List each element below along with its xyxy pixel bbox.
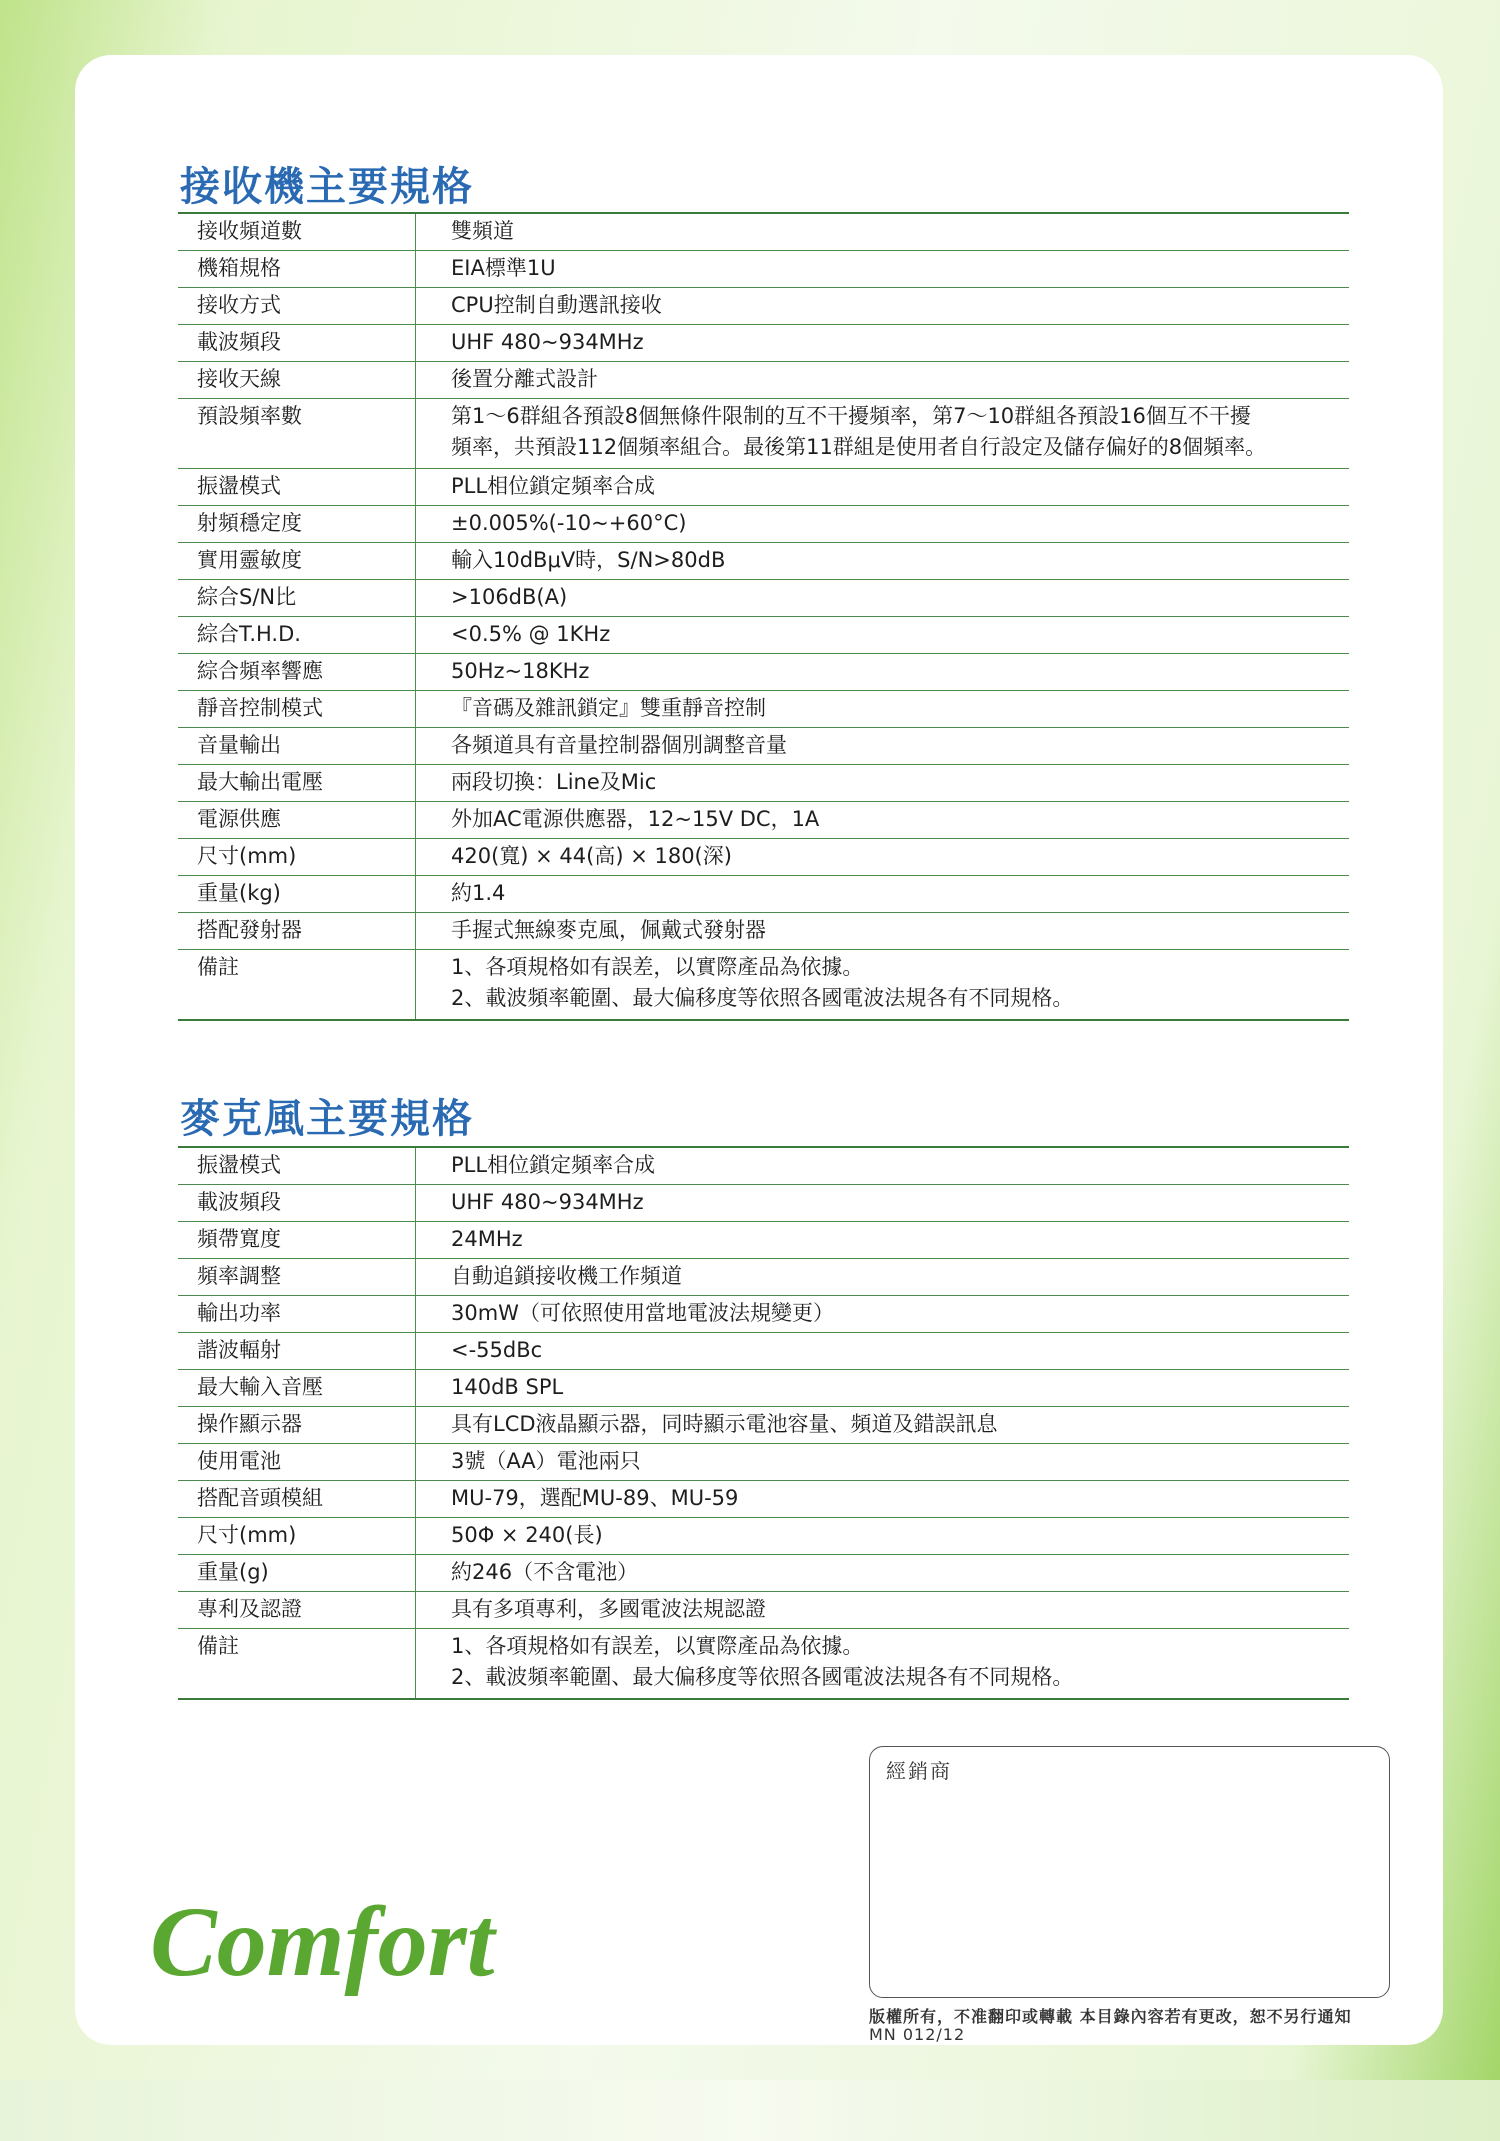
spec-row bbox=[178, 1629, 1349, 1700]
spec-label: 重量(kg) bbox=[178, 876, 416, 913]
spec-row bbox=[178, 1555, 1349, 1592]
spec-label: 接收方式 bbox=[178, 288, 416, 325]
spec-row bbox=[178, 251, 1349, 288]
spec-row bbox=[178, 325, 1349, 362]
dealer-box bbox=[869, 1746, 1390, 1998]
spec-row bbox=[178, 1296, 1349, 1333]
spec-label: 尺寸(mm) bbox=[178, 1518, 416, 1555]
spec-value: 『音碼及雜訊鎖定』雙重靜音控制 bbox=[416, 691, 1350, 728]
comfort-logo bbox=[150, 1880, 590, 2000]
spec-label: 接收頻道數 bbox=[178, 213, 416, 251]
spec-value: PLL相位鎖定頻率合成 bbox=[416, 469, 1350, 506]
spec-value: 各頻道具有音量控制器個別調整音量 bbox=[416, 728, 1350, 765]
spec-row bbox=[178, 950, 1349, 1021]
spec-value: 30mW（可依照使用當地電波法規變更） bbox=[416, 1296, 1350, 1333]
spec-row bbox=[178, 839, 1349, 876]
spec-value: 420(寬) × 44(高) × 180(深) bbox=[416, 839, 1350, 876]
spec-value: 140dB SPL bbox=[416, 1370, 1350, 1407]
spec-row bbox=[178, 728, 1349, 765]
spec-value: PLL相位鎖定頻率合成 bbox=[451, 1153, 656, 1177]
spec-label: 音量輸出 bbox=[178, 728, 416, 765]
spec-row bbox=[178, 802, 1349, 839]
copyright-notice: 版權所有，不准翻印或轉載 本目錄內容若有更改，恕不另行通知 bbox=[869, 2007, 1352, 2026]
spec-value: 1、各項規格如有誤差，以實際產品為依據。 2、載波頻率範圍、最大偏移度等依照各國電波法規各有不同規格。 bbox=[416, 1629, 1350, 1700]
spec-label: 機箱規格 bbox=[178, 251, 416, 288]
spec-row bbox=[178, 1333, 1349, 1370]
receiver-specs-table bbox=[178, 212, 1349, 1021]
spec-label: 頻率調整 bbox=[178, 1259, 416, 1296]
spec-value: 約246（不含電池） bbox=[416, 1555, 1350, 1592]
spec-label: 載波頻段 bbox=[178, 1185, 416, 1222]
spec-value: UHF 480~934MHz bbox=[416, 1185, 1350, 1222]
spec-row bbox=[178, 213, 1349, 251]
spec-label: 尺寸(mm) bbox=[178, 839, 416, 876]
spec-row bbox=[178, 876, 1349, 913]
spec-row bbox=[178, 1481, 1349, 1518]
spec-row bbox=[178, 691, 1349, 728]
spec-row bbox=[178, 617, 1349, 654]
spec-label: 綜合頻率響應 bbox=[178, 654, 416, 691]
spec-value: 具有LCD液晶顯示器，同時顯示電池容量、頻道及錯誤訊息 bbox=[416, 1407, 1350, 1444]
spec-label: 實用靈敏度 bbox=[178, 543, 416, 580]
spec-row bbox=[178, 399, 1349, 469]
microphone-specs-title: 麥克風主要規格 bbox=[180, 1096, 474, 1142]
spec-row bbox=[178, 506, 1349, 543]
spec-row bbox=[178, 580, 1349, 617]
microphone-specs-table bbox=[178, 1146, 1349, 1700]
spec-row bbox=[178, 654, 1349, 691]
spec-value: 1、各項規格如有誤差，以實際產品為依據。 2、載波頻率範圍、最大偏移度等依照各國電波法規各有不同規格。 bbox=[416, 950, 1350, 1021]
spec-value: CPU控制自動選訊接收 bbox=[416, 288, 1350, 325]
spec-value: 輸入10dBμV時，S/N>80dB bbox=[416, 543, 1350, 580]
spec-value: 50Hz~18KHz bbox=[416, 654, 1350, 691]
spec-value: 約1.4 bbox=[416, 876, 1350, 913]
spec-value: <0.5% @ 1KHz bbox=[416, 617, 1350, 654]
spec-value: 手握式無線麥克風，佩戴式發射器 bbox=[416, 913, 1350, 950]
spec-label: 靜音控制模式 bbox=[178, 691, 416, 728]
spec-row bbox=[178, 1370, 1349, 1407]
spec-label: 專利及認證 bbox=[178, 1592, 416, 1629]
spec-value: MU-79，選配MU-89、MU-59 bbox=[416, 1481, 1350, 1518]
spec-value: UHF 480~934MHz bbox=[416, 325, 1350, 362]
dealer-label: 經銷商 bbox=[886, 1759, 952, 1783]
spec-label: 搭配發射器 bbox=[178, 913, 416, 950]
spec-value: 兩段切換：Line及Mic bbox=[416, 765, 1350, 802]
spec-label: 輸出功率 bbox=[178, 1296, 416, 1333]
spec-value: 3號（AA）電池兩只 bbox=[416, 1444, 1350, 1481]
bottom-band bbox=[0, 2080, 1500, 2141]
spec-row bbox=[178, 543, 1349, 580]
logo-text: Comfort bbox=[150, 1886, 495, 1997]
model-code: MN 012/12 bbox=[869, 2025, 966, 2044]
spec-value: 外加AC電源供應器，12~15V DC，1A bbox=[416, 802, 1350, 839]
spec-row bbox=[178, 765, 1349, 802]
spec-row bbox=[178, 1147, 1349, 1185]
spec-row bbox=[178, 362, 1349, 399]
spec-value: >106dB(A) bbox=[416, 580, 1350, 617]
spec-label: 重量(g) bbox=[178, 1555, 416, 1592]
spec-label: 搭配音頭模組 bbox=[178, 1481, 416, 1518]
spec-row bbox=[178, 1259, 1349, 1296]
spec-label: 綜合S/N比 bbox=[178, 580, 416, 617]
spec-value: ±0.005%(-10~+60°C) bbox=[416, 506, 1350, 543]
spec-label: 預設頻率數 bbox=[178, 399, 416, 469]
spec-value: 50Φ × 240(長) bbox=[416, 1518, 1350, 1555]
spec-value: 具有多項專利，多國電波法規認證 bbox=[416, 1592, 1350, 1629]
spec-value: EIA標準1U bbox=[416, 251, 1350, 288]
receiver-specs-title: 接收機主要規格 bbox=[180, 164, 474, 210]
spec-label: 最大輸入音壓 bbox=[178, 1370, 416, 1407]
spec-value: 自動追鎖接收機工作頻道 bbox=[416, 1259, 1350, 1296]
spec-label: 諧波輻射 bbox=[178, 1333, 416, 1370]
spec-value: <-55dBc bbox=[416, 1333, 1350, 1370]
spec-label: 振盪模式 bbox=[178, 1147, 416, 1185]
spec-row bbox=[178, 1222, 1349, 1259]
spec-label: 最大輸出電壓 bbox=[178, 765, 416, 802]
spec-value: 雙頻道 bbox=[451, 219, 514, 243]
spec-row bbox=[178, 469, 1349, 506]
spec-label: 電源供應 bbox=[178, 802, 416, 839]
spec-label: 操作顯示器 bbox=[178, 1407, 416, 1444]
spec-label: 射頻穩定度 bbox=[178, 506, 416, 543]
spec-value: 第1～6群組各預設8個無條件限制的互不干擾頻率，第7～10群組各預設16個互不干擾 頻率，共預設112個頻率組合。最後第11群組是使用者自行設定及儲存偏好的8個頻率。 bbox=[416, 399, 1350, 469]
spec-value: 24MHz bbox=[416, 1222, 1350, 1259]
spec-label: 備註 bbox=[178, 950, 416, 1021]
spec-row bbox=[178, 288, 1349, 325]
spec-row bbox=[178, 1407, 1349, 1444]
spec-label: 振盪模式 bbox=[178, 469, 416, 506]
spec-row bbox=[178, 1592, 1349, 1629]
spec-label: 頻帶寬度 bbox=[178, 1222, 416, 1259]
spec-row bbox=[178, 913, 1349, 950]
spec-label: 接收天線 bbox=[178, 362, 416, 399]
spec-value: 後置分離式設計 bbox=[416, 362, 1350, 399]
spec-row bbox=[178, 1444, 1349, 1481]
spec-label: 綜合T.H.D. bbox=[178, 617, 416, 654]
spec-label: 使用電池 bbox=[178, 1444, 416, 1481]
spec-row bbox=[178, 1185, 1349, 1222]
spec-row bbox=[178, 1518, 1349, 1555]
spec-label: 載波頻段 bbox=[178, 325, 416, 362]
spec-label: 備註 bbox=[178, 1629, 416, 1700]
